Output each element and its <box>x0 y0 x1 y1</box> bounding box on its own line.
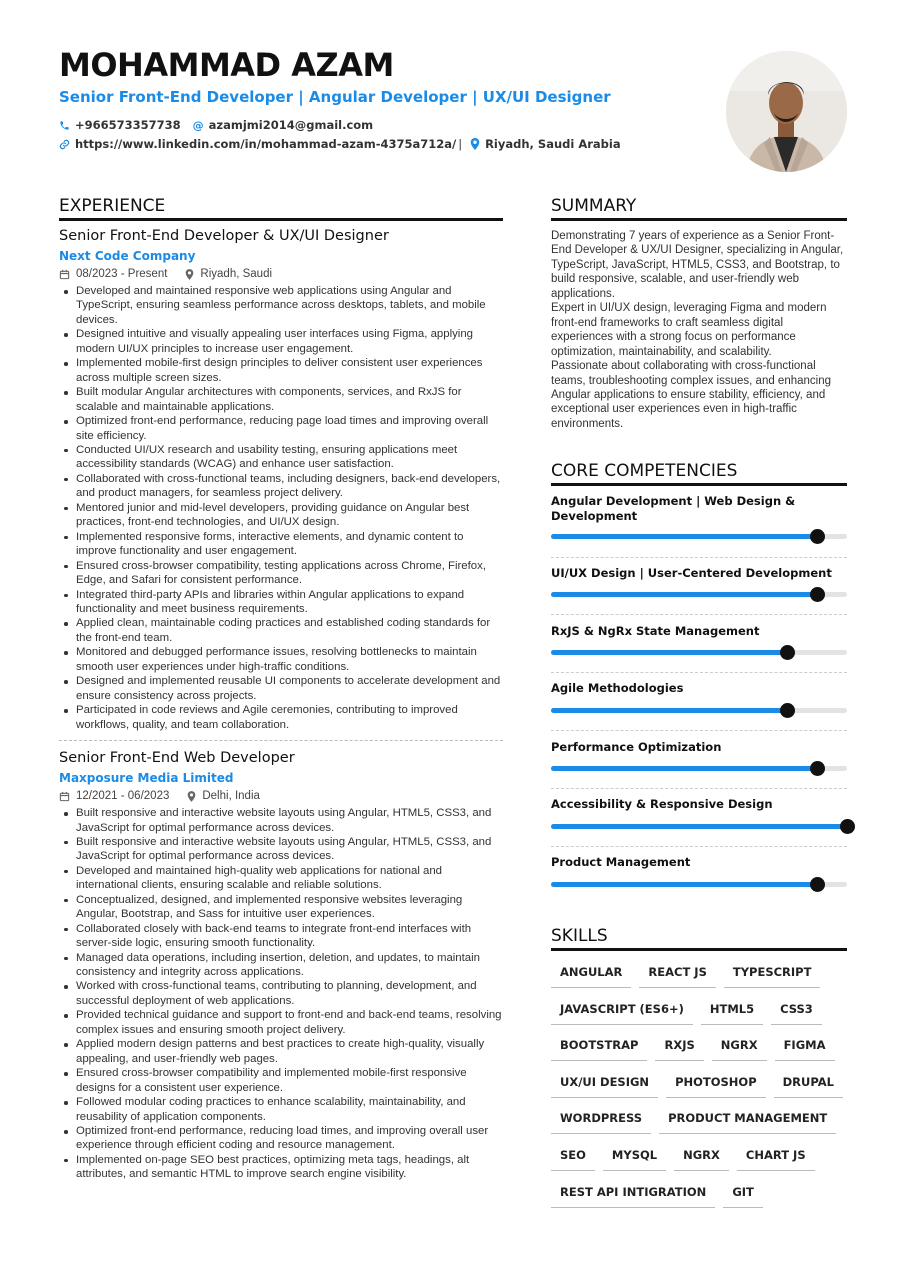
job-entry <box>59 750 503 1182</box>
skill-tag: REACT JS <box>639 959 715 988</box>
competency-divider <box>551 614 847 615</box>
list-item: Worked with cross-functional teams, contributing to planning, development, and successful deployment of web applications. <box>59 979 503 1008</box>
competency-bar <box>551 882 847 887</box>
list-item: Developed and maintained high-quality web applications for national and international clients, ensuring scalable and reliable solutions. <box>59 864 503 893</box>
competency-fill <box>551 650 788 655</box>
job-title: Senior Front-End Web Developer <box>59 750 295 767</box>
competency-label: Angular Development | Web Design & Development <box>551 494 796 523</box>
skill-tag: GIT <box>723 1179 763 1208</box>
summary-heading: SUMMARY <box>551 196 847 221</box>
competency-track <box>551 882 847 887</box>
competency-knob <box>780 703 795 718</box>
skill-row <box>551 1142 847 1179</box>
skill-row <box>551 1032 847 1069</box>
skill-tag: WORDPRESS <box>551 1105 651 1134</box>
email-address: azamjmi2014@gmail.com <box>208 118 374 132</box>
competency-label: Performance Optimization <box>551 740 722 754</box>
contact-separator: | <box>458 137 463 151</box>
competency-divider <box>551 846 847 847</box>
competency-divider <box>551 672 847 673</box>
list-item: Built modular Angular architectures with components, services, and RxJS for scalable and maintainable applications. <box>59 385 503 414</box>
job-dates: 08/2023 - Present <box>59 268 167 280</box>
skill-tag: ANGULAR <box>551 959 631 988</box>
list-item: Collaborated with cross-functional teams, including designers, back-end developers, and product managers, for seamless project delivery. <box>59 472 503 501</box>
competency-fill <box>551 824 847 829</box>
list-item: Optimized front-end performance, reducing load times, and improving overall user experience through efficient coding and resource management. <box>59 1124 503 1153</box>
job-bullets <box>59 284 503 732</box>
list-item: Ensured cross-browser compatibility, testing applications across Chrome, Firefox, Edge, and Safari for consistent performance. <box>59 559 503 588</box>
competency-bar <box>551 824 847 829</box>
competency-track <box>551 708 847 713</box>
job-entry <box>59 228 503 732</box>
contact-row-secondary <box>59 137 633 151</box>
location-contact <box>470 137 621 151</box>
list-item: Mentored junior and mid-level developers, providing guidance on Angular best practices, front-end technologies, and UI/UX design. <box>59 501 503 530</box>
list-item: Participated in code reviews and Agile ceremonies, contributing to improved workflows, quality, and team collaboration. <box>59 703 503 732</box>
skill-row <box>551 996 847 1033</box>
candidate-tagline: Senior Front-End Developer | Angular Developer | UX/UI Designer <box>59 88 611 106</box>
skill-tag: MYSQL <box>603 1142 666 1171</box>
competency-bar <box>551 592 847 597</box>
skills-heading: SKILLS <box>551 926 847 951</box>
calendar-icon <box>59 269 70 280</box>
skill-tag: TYPESCRIPT <box>724 959 821 988</box>
list-item: Monitored and debugged performance issues, resolving bottlenecks to maintain smooth user experiences under high-traffic conditions. <box>59 645 503 674</box>
list-item: Implemented on-page SEO best practices, optimizing meta tags, headings, alt attributes, and semantic HTML to improve search engine visibility. <box>59 1153 503 1182</box>
list-item: Designed intuitive and visually appealing user interfaces using Figma, applying modern UI/UX principles to increase user engagement. <box>59 327 503 356</box>
list-item: Managed data operations, including insertion, deletion, and updates, to maintain consistency and integrity across applications. <box>59 951 503 980</box>
competency-bar <box>551 766 847 771</box>
job-bullets <box>59 806 503 1182</box>
job-dates: 12/2021 - 06/2023 <box>59 790 169 802</box>
list-item: Built responsive and interactive website layouts using Angular, HTML5, CSS3, and JavaScript for optimal performance across devices. <box>59 806 503 835</box>
list-item: Provided technical guidance and support to front-end and back-end teams, resolving complex issues and ensuring smooth project delivery. <box>59 1008 503 1037</box>
competency-knob <box>810 529 825 544</box>
competency-track <box>551 650 847 655</box>
map-pin-icon <box>470 138 480 150</box>
list-item: Developed and maintained responsive web applications using Angular and TypeScript, ensuring seamless performance across desktops, tablets, and mobile devices. <box>59 284 503 327</box>
location-text: Riyadh, Saudi Arabia <box>485 137 621 151</box>
skill-tag: UX/UI DESIGN <box>551 1069 658 1098</box>
skill-row <box>551 1179 847 1216</box>
competency-knob <box>810 587 825 602</box>
linkedin-url: https://www.linkedin.com/in/mohammad-azam-4375a712a/ <box>75 137 457 151</box>
skill-tag: BOOTSTRAP <box>551 1032 647 1061</box>
competency-label: Product Management <box>551 855 691 869</box>
list-item: Applied clean, maintainable coding practices and established coding standards for the front-end team. <box>59 616 503 645</box>
summary-paragraph: Demonstrating 7 years of experience as a Senior Front-End Developer & UX/UI Designer, specializing in Angular, TypeScript, JavaScript, HTML5, CSS3, and Bootstrap, to build responsive, scalable, and user-friendly web applications. <box>551 230 844 300</box>
competency-fill <box>551 534 817 539</box>
email-contact[interactable] <box>193 118 374 132</box>
job-meta <box>59 790 503 802</box>
competency-label: Agile Methodologies <box>551 681 684 695</box>
skill-tag: JAVASCRIPT (ES6+) <box>551 996 693 1025</box>
competency-bar <box>551 534 847 539</box>
at-icon: @ <box>192 118 204 132</box>
skill-tag: NGRX <box>712 1032 767 1061</box>
competency-knob <box>840 819 855 834</box>
competency-label: RxJS & NgRx State Management <box>551 624 760 638</box>
skill-tag: DRUPAL <box>774 1069 843 1098</box>
job-title: Senior Front-End Developer & UX/UI Designer <box>59 228 389 244</box>
list-item: Ensured cross-browser compatibility and implemented mobile-first responsive designs for a consistent user experience. <box>59 1066 503 1095</box>
experience-section <box>59 228 503 1182</box>
skills-section <box>551 959 847 1215</box>
skill-tag: REST API INTIGRATION <box>551 1179 715 1208</box>
list-item: Built responsive and interactive website layouts using Angular, HTML5, CSS3, and JavaScript for optimal performance across devices. <box>59 835 503 864</box>
competencies-heading: CORE COMPETENCIES <box>551 461 847 486</box>
job-location: Riyadh, Saudi <box>185 268 272 280</box>
summary-paragraph: Expert in UI/UX design, leveraging Figma and modern front-end frameworks to craft seamless digital experiences with a strong focus on performance optimization, maintainability, and scalability. <box>551 302 827 358</box>
summary-section <box>551 229 847 431</box>
link-icon <box>59 139 70 150</box>
competency-bar <box>551 650 847 655</box>
list-item: Integrated third-party APIs and libraries within Angular applications to expand functionality and meet business requirements. <box>59 588 503 617</box>
skill-row <box>551 959 847 996</box>
skill-tag: SEO <box>551 1142 595 1171</box>
competency-fill <box>551 766 817 771</box>
company-name: Next Code Company <box>59 249 196 263</box>
skill-tag: PHOTOSHOP <box>666 1069 766 1098</box>
job-meta <box>59 268 503 280</box>
experience-heading: EXPERIENCE <box>59 196 503 221</box>
contact-row-primary <box>59 118 385 132</box>
skill-tag: PRODUCT MANAGEMENT <box>659 1105 836 1134</box>
skill-tag: HTML5 <box>701 996 763 1025</box>
phone-number: +966573357738 <box>75 118 181 132</box>
list-item: Followed modular coding practices to enhance scalability, maintainability, and reusability of application components. <box>59 1095 503 1124</box>
summary-paragraph: Passionate about collaborating with cross-functional teams, troubleshooting complex issues, and enhancing Angular applications to ensure stability, efficiency, and exceptional user experiences even in high-traffic environments. <box>551 360 832 430</box>
list-item: Conceptualized, designed, and implemented responsive websites leveraging Angular, Bootstrap, and Sass for intuitive user experiences. <box>59 893 503 922</box>
list-item: Applied modern design patterns and best practices to create high-quality, visually appealing, and user-friendly web pages. <box>59 1037 503 1066</box>
skill-row <box>551 1069 847 1106</box>
skill-tag: CSS3 <box>771 996 822 1025</box>
job-location: Delhi, India <box>187 790 260 802</box>
job-divider <box>59 740 503 741</box>
competency-label: Accessibility & Responsive Design <box>551 797 773 811</box>
list-item: Optimized front-end performance, reducing page load times and improving overall site efficiency. <box>59 414 503 443</box>
map-pin-icon <box>185 269 194 280</box>
competency-fill <box>551 708 788 713</box>
competency-divider <box>551 788 847 789</box>
list-item: Conducted UI/UX research and usability testing, ensuring applications meet accessibility standards (WCAG) and enhance user satisfaction. <box>59 443 503 472</box>
skill-tag: FIGMA <box>775 1032 835 1061</box>
calendar-icon <box>59 791 70 802</box>
phone-icon <box>59 120 70 131</box>
list-item: Implemented mobile-first design principles to deliver consistent user experiences across multiple screen sizes. <box>59 356 503 385</box>
skill-tag: CHART JS <box>737 1142 815 1171</box>
competency-bar <box>551 708 847 713</box>
competency-knob <box>810 761 825 776</box>
competency-track <box>551 824 847 829</box>
competency-knob <box>780 645 795 660</box>
skill-tag: RXJS <box>655 1032 703 1061</box>
list-item: Designed and implemented reusable UI components to accelerate development and ensure consistency across projects. <box>59 674 503 703</box>
competency-track <box>551 592 847 597</box>
phone-contact[interactable] <box>59 118 181 132</box>
competency-label: UI/UX Design | User-Centered Development <box>551 566 832 580</box>
candidate-name: MOHAMMAD AZAM <box>59 46 394 84</box>
linkedin-link[interactable] <box>59 137 464 151</box>
list-item: Implemented responsive forms, interactive elements, and dynamic content to improve functionality and user engagement. <box>59 530 503 559</box>
skill-tag: NGRX <box>674 1142 729 1171</box>
competency-fill <box>551 882 817 887</box>
profile-photo <box>726 51 847 172</box>
competency-knob <box>810 877 825 892</box>
competency-track <box>551 534 847 539</box>
list-item: Collaborated closely with back-end teams to integrate front-end interfaces with server-side logic, ensuring smooth functionality. <box>59 922 503 951</box>
skill-row <box>551 1105 847 1142</box>
competency-fill <box>551 592 817 597</box>
company-name: Maxposure Media Limited <box>59 771 234 786</box>
map-pin-icon <box>187 791 196 802</box>
competency-divider <box>551 730 847 731</box>
competency-divider <box>551 557 847 558</box>
competency-track <box>551 766 847 771</box>
